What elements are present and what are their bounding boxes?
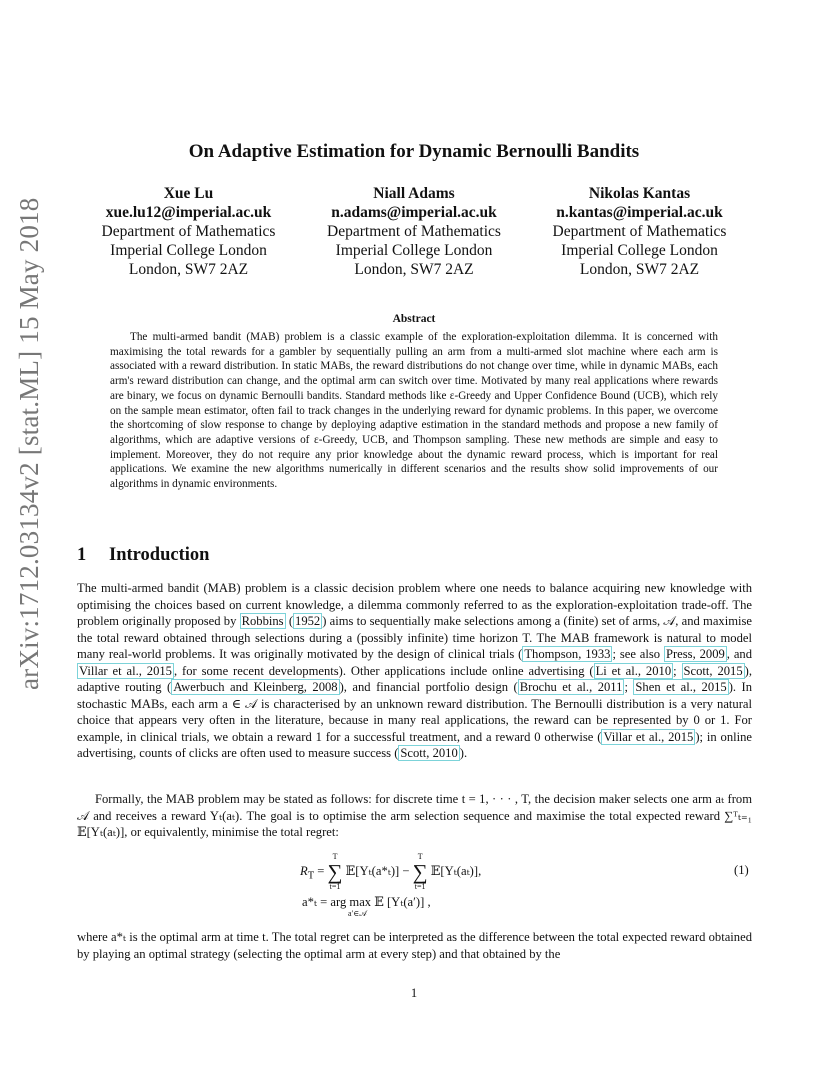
author-3 (527, 184, 752, 279)
citation-link[interactable]: Robbins (241, 614, 284, 628)
author-department: Department of Mathematics (552, 223, 727, 240)
equation-lhs: R (300, 863, 308, 878)
text-run: ) aims to sequentially make selections among a (finite) set of arms, 𝒜, and maximise the total reward obtained through selections during a (possibly infinite) time horizon T. The MAB framework is natural to model many real-world problems. It was originally motivated by the design of clinical trials ( (77, 614, 753, 661)
citation-link[interactable]: Thompson, 1933 (524, 647, 611, 661)
intro-paragraph-3: where a*ₜ is the optimal arm at time t. The total regret can be interpreted as the difference between the total expected reward obtained by playing an optimal strategy (selecting the optimal arm at every step) and that obtained by the (77, 930, 752, 961)
equation-line-1 (300, 852, 481, 892)
summation-symbol: T ∑ t=1 (412, 852, 428, 891)
text-run: ; see also (612, 647, 664, 661)
citation-link[interactable]: Scott, 2010 (400, 746, 458, 760)
author-department: Department of Mathematics (327, 223, 501, 240)
citation-link[interactable]: Villar et al., 2015 (79, 663, 172, 678)
text-run: , and (726, 647, 753, 661)
author-email[interactable]: n.kantas@imperial.ac.uk (556, 204, 723, 221)
author-address: London, SW7 2AZ (354, 261, 474, 278)
citation-link[interactable]: 1952 (295, 614, 321, 628)
text-run: ), and financial portfolio design ( (339, 680, 518, 694)
page-number: 1 (410, 986, 418, 1000)
author-2 (302, 184, 527, 279)
author-institution: Imperial College London (561, 242, 718, 259)
equation-lhs-subscript: T (307, 870, 315, 882)
author-department: Department of Mathematics (101, 223, 276, 240)
text-run: ). In stochastic MABs, each arm a ∈ 𝒜 is characterised by an unknown reward distribution. The Bernoulli distribution is a very natural choice that appears very often in the literature, because in many real applications, the reward can be represented by 0 or 1. For example, in clinical trials, we obtain a reward 1 for a successful treatment, and a reward 0 otherwise ( (77, 680, 753, 744)
text-run: The multi-armed bandit (MAB) problem is a classic decision problem where one needs to balance acquiring new knowledge with optimising the choices based on current knowledge, a dilemma commonly referred to as the exploration-exploitation trade-off. The problem originally proposed by (77, 581, 752, 628)
citation-link[interactable]: Scott, 2015 (683, 663, 743, 678)
intro-paragraph-2: Formally, the MAB problem may be stated as follows: for discrete time t = 1, · · · , T, the decision maker selects one arm aₜ from 𝒜 and receives a reward Yₜ(aₜ). The goal is to optimise the arm selection sequence and maximise the total expected reward ∑ᵀₜ₌₁ 𝔼[Yₜ(aₜ)], or equivalently, minimise the total regret: (77, 792, 752, 839)
author-institution: Imperial College London (335, 242, 493, 259)
text-run: ), adaptive routing ( (77, 663, 752, 694)
author-name: Nikolas Kantas (588, 185, 691, 202)
equation-number: (1) (734, 863, 749, 877)
section-title: Introduction (109, 545, 210, 565)
text-run: ). (459, 746, 468, 760)
arxiv-identifier: arXiv:1712.03134v2 [stat.ML] 15 May 2018 (14, 197, 44, 690)
equation-term-selected: 𝔼[Yₜ(aₜ)], (430, 863, 482, 878)
sum-upper-limit: T (332, 852, 338, 861)
sum-upper-limit: T (417, 852, 423, 861)
citation-link[interactable]: Villar et al., 2015 (603, 729, 694, 744)
text-run: ; (673, 663, 682, 678)
citation-link[interactable]: Li et al., 2010 (595, 663, 672, 678)
citation-link[interactable]: Awerbuch and Kleinberg, 2008 (173, 680, 338, 694)
summation-symbol: T ∑ t=1 (327, 852, 343, 891)
display-equation (300, 848, 600, 920)
section-heading (77, 545, 209, 566)
author-name: Xue Lu (163, 185, 214, 202)
author-institution: Imperial College London (110, 242, 267, 259)
equation-term-optimal: 𝔼[Yₜ(a*ₜ)] − (345, 863, 410, 878)
author-email[interactable]: xue.lu12@imperial.ac.uk (105, 204, 272, 221)
intro-paragraph-1 (77, 580, 752, 762)
equation-equals: = (314, 863, 328, 878)
author-address: London, SW7 2AZ (579, 261, 700, 278)
sum-lower-limit: t=1 (414, 882, 426, 891)
citation-link[interactable]: Press, 2009 (665, 647, 725, 661)
argmax-subscript: a′∈𝒜 (348, 909, 367, 918)
author-email[interactable]: n.adams@imperial.ac.uk (331, 204, 497, 221)
citation-link[interactable]: Shen et al., 2015 (635, 680, 727, 694)
text-run: ( (285, 614, 294, 628)
text-run: ); in online advertising, counts of clicks are often used to measure success ( (77, 729, 753, 760)
paper-title: On Adaptive Estimation for Dynamic Bernoulli Bandits (188, 141, 640, 162)
abstract-heading: Abstract (392, 313, 436, 325)
section-number: 1 (77, 545, 87, 565)
sum-lower-limit: t=1 (329, 882, 341, 891)
abstract-text: The multi-armed bandit (MAB) problem is a classic example of the exploration-exploitation dilemma. It is concerned with maximising the total rewards for a gambler by sequentially pulling an arm from a multi-armed slot machine where each arm is associated with a reward distribution. In static MABs, the reward distributions do not change over time, while in dynamic MABs, each arm's reward distribution can change, and the optimal arm can switch over time. Motivated by many real applications where rewards are binary, we focus on dynamic Bernoulli bandits. Standard methods like ε-Greedy and Upper Confidence Bound (UCB), which rely on the sample mean estimator, often fail to track changes in the underlying reward for dynamic problems. In this paper, we overcome the shortcoming of slow response to change by deploying adaptive estimation in the standard methods and propose a new family of algorithms, which are adaptive versions of ε-Greedy, UCB, and Thompson sampling. These new methods are simple and easy to implement. Moreover, they do not require any prior knowledge about the dynamic reward process, which is important for real applications. We examine the new algorithms numerically in different scenarios and the results show solid improvements of our algorithms in dynamic environments. (110, 331, 718, 491)
equation-argmax: a*ₜ = arg max 𝔼 [Yₜ(a′)] , (302, 895, 431, 909)
citation-link[interactable]: Brochu et al., 2011 (519, 680, 623, 694)
text-run: , for some recent developments). Other applications include online advertising ( (173, 663, 594, 678)
author-block (76, 184, 752, 279)
text-run: ; (624, 680, 634, 694)
equation-line-2 (302, 894, 431, 919)
author-1 (76, 184, 301, 279)
author-address: London, SW7 2AZ (128, 261, 249, 278)
author-name: Niall Adams (373, 185, 455, 202)
